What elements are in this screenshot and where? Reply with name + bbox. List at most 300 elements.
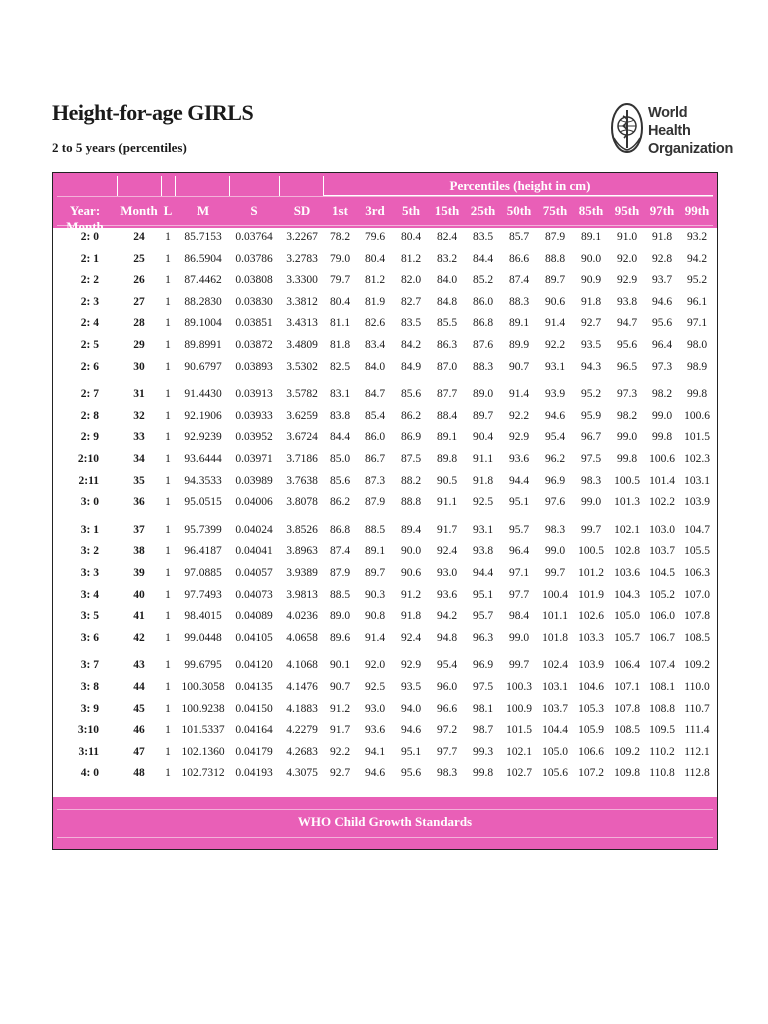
table-cell: 78.2 bbox=[329, 231, 351, 243]
table-cell: 3.8526 bbox=[286, 523, 318, 536]
table-cell: 102.7312 bbox=[181, 767, 225, 780]
table-header bbox=[53, 173, 717, 234]
table-cell: 4.2683 bbox=[286, 745, 318, 758]
table-cell: 88.8 bbox=[544, 252, 566, 265]
table-cell: 86.5904 bbox=[184, 252, 222, 265]
table-row bbox=[53, 567, 717, 587]
table-cell: 107.8 bbox=[614, 702, 640, 715]
table-cell: 3: 0 bbox=[80, 496, 99, 509]
table-cell: 1 bbox=[165, 588, 171, 601]
table-cell: 0.03830 bbox=[235, 295, 273, 308]
table-cell: 38 bbox=[133, 545, 145, 558]
table-cell: 95.2 bbox=[580, 388, 602, 401]
table-cell: 85.6 bbox=[400, 388, 422, 401]
table-cell: 3: 9 bbox=[80, 702, 99, 715]
table-cell: 100.3 bbox=[506, 681, 532, 693]
table-cell: 103.6 bbox=[614, 567, 640, 579]
column-header: 3rd bbox=[365, 203, 385, 218]
table-cell: 83.1 bbox=[329, 388, 351, 401]
table-cell: 97.2 bbox=[436, 724, 458, 737]
table-row bbox=[53, 610, 717, 630]
table-cell: 1 bbox=[165, 295, 171, 308]
table-cell: 85.4 bbox=[364, 409, 386, 422]
table-cell: 3.5302 bbox=[286, 360, 318, 373]
table-cell: 87.4462 bbox=[184, 274, 222, 287]
table-cell: 1 bbox=[165, 745, 171, 758]
table-cell: 93.0 bbox=[364, 702, 386, 715]
table-cell: 88.8 bbox=[400, 496, 422, 509]
table-cell: 90.8 bbox=[364, 610, 386, 623]
table-cell: 47 bbox=[133, 745, 145, 758]
table-cell: 3: 1 bbox=[80, 523, 99, 536]
table-cell: 106.3 bbox=[684, 567, 710, 579]
table-cell: 91.1 bbox=[436, 496, 458, 509]
table-cell: 86.6 bbox=[508, 252, 530, 265]
table-cell: 99.8 bbox=[651, 431, 673, 444]
table-cell: 41 bbox=[133, 610, 145, 623]
table-cell: 0.04105 bbox=[235, 631, 273, 644]
table-cell: 91.4 bbox=[508, 388, 530, 401]
table-cell: 94.3 bbox=[580, 360, 602, 373]
table-cell: 105.6 bbox=[542, 767, 568, 780]
table-cell: 94.2 bbox=[686, 252, 708, 265]
table-cell: 81.2 bbox=[364, 274, 386, 287]
table-cell: 1 bbox=[165, 317, 171, 330]
table-cell: 95.7399 bbox=[184, 523, 222, 536]
table-row bbox=[53, 632, 717, 652]
table-cell: 100.3058 bbox=[181, 681, 225, 693]
table-cell: 84.7 bbox=[364, 388, 386, 401]
table-cell: 91.8 bbox=[651, 231, 673, 243]
table-cell: 82.0 bbox=[400, 274, 422, 287]
table-cell: 83.5 bbox=[472, 231, 494, 243]
table-cell: 109.2 bbox=[684, 659, 710, 672]
table-cell: 98.1 bbox=[472, 702, 494, 715]
table-cell: 85.6 bbox=[329, 474, 351, 487]
table-cell: 95.1 bbox=[472, 588, 494, 601]
table-cell: 99.8 bbox=[686, 388, 708, 401]
table-cell: 1 bbox=[165, 339, 171, 351]
table-cell: 2: 9 bbox=[80, 431, 99, 444]
table-cell: 96.9 bbox=[472, 659, 494, 672]
table-row bbox=[53, 431, 717, 451]
table-cell: 109.5 bbox=[649, 724, 675, 737]
table-cell: 93.0 bbox=[436, 567, 458, 579]
table-cell: 28 bbox=[133, 317, 145, 330]
table-cell: 1 bbox=[165, 545, 171, 558]
table-cell: 0.04150 bbox=[235, 702, 273, 715]
table-cell: 89.1004 bbox=[184, 317, 222, 330]
table-cell: 79.0 bbox=[329, 252, 351, 265]
table-cell: 83.5 bbox=[400, 317, 422, 330]
table-cell: 96.5 bbox=[616, 360, 638, 373]
table-cell: 2: 4 bbox=[80, 317, 99, 330]
table-cell: 92.5 bbox=[364, 681, 386, 693]
table-row bbox=[53, 724, 717, 744]
table-cell: 1 bbox=[165, 724, 171, 737]
table-cell: 0.04073 bbox=[235, 588, 273, 601]
table-cell: 94.3533 bbox=[184, 474, 222, 487]
table-cell: 0.04164 bbox=[235, 724, 273, 737]
table-row bbox=[53, 681, 717, 701]
table-cell: 1 bbox=[165, 567, 171, 579]
table-cell: 91.8 bbox=[472, 474, 494, 487]
table-cell: 3:10 bbox=[77, 724, 99, 737]
table-cell: 99.0 bbox=[616, 431, 638, 444]
percentiles-heading: Percentiles (height in cm) bbox=[449, 178, 591, 193]
table-cell: 99.7 bbox=[580, 523, 602, 536]
table-cell: 81.8 bbox=[329, 339, 351, 351]
table-cell: 87.9 bbox=[544, 231, 566, 243]
table-cell: 106.4 bbox=[614, 659, 640, 672]
table-cell: 85.7 bbox=[508, 231, 530, 243]
table-cell: 4.0236 bbox=[286, 610, 318, 623]
table-cell: 93.9 bbox=[544, 388, 566, 401]
table-row bbox=[53, 703, 717, 723]
table-cell: 0.04024 bbox=[235, 523, 273, 536]
table-cell: 84.0 bbox=[364, 360, 386, 373]
table-cell: 92.9 bbox=[616, 274, 638, 287]
table-cell: 103.3 bbox=[578, 631, 604, 644]
table-cell: 97.1 bbox=[686, 317, 708, 330]
table-cell: 91.0 bbox=[616, 231, 638, 243]
column-header: 15th bbox=[434, 203, 460, 218]
table-cell: 87.3 bbox=[364, 474, 386, 487]
table-cell: 103.1 bbox=[684, 474, 710, 487]
table-cell: 95.6 bbox=[616, 339, 638, 351]
table-cell: 85.7153 bbox=[184, 231, 222, 243]
table-cell: 102.2 bbox=[649, 496, 675, 509]
table-cell: 94.6 bbox=[364, 767, 386, 780]
table-cell: 99.0 bbox=[544, 545, 566, 558]
table-cell: 0.04193 bbox=[235, 767, 273, 780]
table-cell: 96.4 bbox=[508, 545, 530, 558]
table-cell: 1 bbox=[165, 659, 171, 672]
table-cell: 93.2 bbox=[686, 231, 708, 243]
column-header: 97th bbox=[649, 203, 675, 218]
table-cell: 101.5337 bbox=[181, 724, 225, 737]
table-cell: 101.2 bbox=[578, 567, 604, 579]
column-header: SD bbox=[293, 203, 311, 218]
table-cell: 1 bbox=[165, 523, 171, 536]
table-cell: 86.0 bbox=[364, 431, 386, 444]
table-cell: 110.7 bbox=[684, 702, 710, 715]
table-cell: 1 bbox=[165, 252, 171, 265]
table-cell: 99.3 bbox=[472, 745, 494, 758]
table-cell: 97.6 bbox=[544, 496, 566, 509]
table-cell: 104.7 bbox=[684, 523, 710, 536]
table-cell: 0.03786 bbox=[235, 252, 273, 265]
table-cell: 95.1 bbox=[508, 496, 530, 509]
table-cell: 3.2783 bbox=[286, 252, 318, 265]
table-cell: 85.5 bbox=[436, 317, 458, 330]
table-cell: 102.3 bbox=[684, 453, 710, 465]
table-cell: 89.1 bbox=[436, 431, 458, 444]
table-cell: 0.03764 bbox=[235, 231, 273, 243]
table-cell: 3.9389 bbox=[286, 567, 318, 579]
table-cell: 102.7 bbox=[506, 767, 532, 780]
table-cell: 3.7638 bbox=[286, 474, 318, 487]
table-cell: 0.03971 bbox=[235, 453, 273, 465]
table-cell: 86.9 bbox=[400, 431, 422, 444]
table-cell: 96.0 bbox=[436, 681, 458, 693]
table-cell: 95.7 bbox=[508, 523, 530, 536]
table-cell: 97.7 bbox=[436, 745, 458, 758]
table-cell: 90.7 bbox=[329, 681, 351, 693]
table-cell: 29 bbox=[133, 339, 145, 351]
table-cell: 96.7 bbox=[580, 431, 602, 444]
table-cell: 3: 4 bbox=[80, 588, 99, 601]
table-cell: 0.03913 bbox=[235, 388, 273, 401]
table-cell: 3: 8 bbox=[80, 681, 99, 693]
column-header: L bbox=[163, 203, 173, 218]
table-cell: 1 bbox=[165, 431, 171, 444]
table-cell: 102.6 bbox=[578, 610, 604, 623]
table-cell: 0.03893 bbox=[235, 360, 273, 373]
column-header: M bbox=[196, 203, 210, 218]
table-cell: 26 bbox=[133, 274, 145, 287]
table-cell: 3.9813 bbox=[286, 588, 318, 601]
table-row bbox=[53, 496, 717, 516]
table-cell: 43 bbox=[133, 659, 145, 672]
table-cell: 83.4 bbox=[364, 339, 386, 351]
table-cell: 100.4 bbox=[542, 588, 568, 601]
column-header: 1st bbox=[332, 203, 348, 218]
table-cell: 87.9 bbox=[364, 496, 386, 509]
table-cell: 87.4 bbox=[508, 274, 530, 287]
table-cell: 0.03933 bbox=[235, 409, 273, 422]
table-cell: 90.6797 bbox=[184, 360, 222, 373]
table-row bbox=[53, 296, 717, 316]
table-cell: 111.4 bbox=[684, 724, 710, 737]
table-cell: 97.0885 bbox=[184, 567, 222, 579]
table-cell: 98.3 bbox=[580, 474, 602, 487]
table-cell: 1 bbox=[165, 474, 171, 487]
table-cell: 97.3 bbox=[651, 360, 673, 373]
table-cell: 88.2 bbox=[400, 474, 422, 487]
table-cell: 106.6 bbox=[578, 745, 604, 758]
table-cell: 98.4015 bbox=[184, 610, 222, 623]
table-cell: 3.6724 bbox=[286, 431, 318, 444]
table-cell: 4.0658 bbox=[286, 631, 318, 644]
table-cell: 3: 6 bbox=[80, 631, 99, 644]
table-cell: 92.9239 bbox=[184, 431, 222, 444]
table-cell: 89.6 bbox=[329, 631, 351, 644]
table-footer bbox=[53, 797, 717, 849]
table-cell: 3.8078 bbox=[286, 496, 318, 509]
table-cell: 95.0515 bbox=[184, 496, 222, 509]
table-cell: 37 bbox=[133, 523, 145, 536]
table-cell: 3: 5 bbox=[80, 610, 99, 623]
table-cell: 97.1 bbox=[508, 567, 530, 579]
table-cell: 1 bbox=[165, 681, 171, 693]
table-cell: 97.7 bbox=[508, 588, 530, 601]
table-cell: 92.0 bbox=[364, 659, 386, 672]
table-cell: 1 bbox=[165, 409, 171, 422]
table-row bbox=[53, 589, 717, 609]
table-cell: 82.7 bbox=[400, 295, 422, 308]
table-cell: 81.2 bbox=[400, 252, 422, 265]
table-cell: 2: 0 bbox=[80, 231, 99, 243]
table-cell: 0.04089 bbox=[235, 610, 273, 623]
percentile-table bbox=[52, 172, 718, 850]
table-cell: 106.0 bbox=[649, 610, 675, 623]
table-cell: 89.7 bbox=[544, 274, 566, 287]
table-cell: 1 bbox=[165, 360, 171, 373]
table-cell: 34 bbox=[133, 453, 145, 465]
page-title: Height-for-age GIRLS bbox=[52, 100, 254, 125]
table-cell: 3: 7 bbox=[80, 659, 99, 672]
table-cell: 101.4 bbox=[649, 474, 675, 487]
table-cell: 1 bbox=[165, 631, 171, 644]
table-cell: 100.9238 bbox=[181, 702, 225, 715]
table-cell: 87.9 bbox=[329, 567, 351, 579]
table-cell: 79.7 bbox=[329, 274, 351, 287]
table-cell: 107.0 bbox=[684, 588, 710, 601]
table-cell: 91.7 bbox=[436, 523, 458, 536]
table-cell: 103.1 bbox=[542, 681, 568, 693]
table-cell: 87.5 bbox=[400, 453, 422, 465]
table-cell: 32 bbox=[133, 409, 145, 422]
table-cell: 88.5 bbox=[364, 523, 386, 536]
table-cell: 36 bbox=[133, 496, 145, 509]
table-cell: 108.8 bbox=[649, 702, 675, 715]
table-cell: 89.8991 bbox=[184, 339, 222, 351]
column-header: 95th bbox=[614, 203, 640, 218]
table-cell: 98.4 bbox=[508, 610, 530, 623]
table-cell: 102.4 bbox=[542, 659, 568, 672]
table-cell: 84.9 bbox=[400, 360, 422, 373]
table-cell: 31 bbox=[133, 388, 145, 401]
table-cell: 92.5 bbox=[472, 496, 494, 509]
table-cell: 93.1 bbox=[472, 523, 494, 536]
table-row bbox=[53, 317, 717, 337]
column-header: Month bbox=[120, 203, 158, 218]
table-cell: 30 bbox=[133, 360, 145, 373]
table-cell: 105.9 bbox=[578, 724, 604, 737]
table-cell: 98.2 bbox=[616, 409, 638, 422]
table-cell: 105.7 bbox=[614, 631, 640, 644]
table-cell: 95.6 bbox=[651, 317, 673, 330]
table-cell: 4.1476 bbox=[286, 681, 318, 693]
table-cell: 93.1 bbox=[544, 360, 566, 373]
table-cell: 3: 2 bbox=[80, 545, 99, 558]
table-cell: 98.3 bbox=[436, 767, 458, 780]
table-cell: 92.2 bbox=[544, 339, 566, 351]
table-cell: 88.2830 bbox=[184, 295, 222, 308]
table-cell: 88.3 bbox=[472, 360, 494, 373]
column-header: 75th bbox=[542, 203, 568, 218]
table-cell: 4.3075 bbox=[286, 767, 318, 780]
table-cell: 93.6 bbox=[436, 588, 458, 601]
table-cell: 92.4 bbox=[400, 631, 422, 644]
table-cell: 93.5 bbox=[400, 681, 422, 693]
page-subtitle: 2 to 5 years (percentiles) bbox=[52, 140, 187, 155]
table-row bbox=[53, 339, 717, 359]
table-cell: 81.9 bbox=[364, 295, 386, 308]
table-cell: 94.0 bbox=[400, 702, 422, 715]
table-cell: 91.2 bbox=[400, 588, 422, 601]
who-wordmark-line2: Organization bbox=[648, 141, 734, 157]
table-cell: 93.6444 bbox=[184, 453, 222, 465]
table-cell: 90.9 bbox=[580, 274, 602, 287]
table-cell: 87.6 bbox=[472, 339, 494, 351]
table-cell: 82.5 bbox=[329, 360, 351, 373]
table-cell: 40 bbox=[133, 588, 145, 601]
table-cell: 88.3 bbox=[508, 295, 530, 308]
table-cell: 94.6 bbox=[651, 295, 673, 308]
column-header: 85th bbox=[578, 203, 604, 218]
table-cell: 93.8 bbox=[472, 545, 494, 558]
table-cell: 42 bbox=[133, 631, 145, 644]
table-cell: 107.8 bbox=[684, 610, 710, 623]
table-cell: 96.4 bbox=[651, 339, 673, 351]
table-cell: 99.0448 bbox=[184, 631, 222, 644]
table-cell: 95.6 bbox=[400, 767, 422, 780]
table-cell: 89.1 bbox=[508, 317, 530, 330]
table-cell: 92.7 bbox=[580, 317, 602, 330]
table-cell: 103.9 bbox=[684, 496, 710, 509]
column-header: Year: Month bbox=[66, 203, 104, 234]
table-row bbox=[53, 253, 717, 273]
table-cell: 89.0 bbox=[472, 388, 494, 401]
table-cell: 2: 7 bbox=[80, 388, 99, 401]
table-row bbox=[53, 231, 717, 251]
table-cell: 3: 3 bbox=[80, 567, 99, 579]
table-cell: 90.6 bbox=[544, 295, 566, 308]
table-cell: 99.8 bbox=[472, 767, 494, 780]
table-cell: 93.6 bbox=[364, 724, 386, 737]
table-cell: 108.5 bbox=[614, 724, 640, 737]
table-cell: 94.6 bbox=[544, 409, 566, 422]
table-cell: 90.6 bbox=[400, 567, 422, 579]
table-cell: 2: 6 bbox=[80, 360, 99, 373]
table-cell: 44 bbox=[133, 681, 145, 693]
table-cell: 90.7 bbox=[508, 360, 530, 373]
table-cell: 92.8 bbox=[651, 252, 673, 265]
table-cell: 108.5 bbox=[684, 631, 710, 644]
table-cell: 95.4 bbox=[544, 431, 566, 444]
table-cell: 82.6 bbox=[364, 317, 386, 330]
table-cell: 89.4 bbox=[400, 523, 422, 536]
table-cell: 88.4 bbox=[436, 409, 458, 422]
table-cell: 98.0 bbox=[686, 339, 708, 351]
table-cell: 100.6 bbox=[684, 409, 710, 422]
table-cell: 85.0 bbox=[329, 453, 351, 465]
table-cell: 82.4 bbox=[436, 231, 458, 243]
table-cell: 112.8 bbox=[684, 767, 710, 780]
table-cell: 109.8 bbox=[614, 767, 640, 780]
table-cell: 87.0 bbox=[436, 360, 458, 373]
table-cell: 92.9 bbox=[400, 659, 422, 672]
table-cell: 4.1883 bbox=[286, 702, 318, 715]
table-cell: 100.9 bbox=[506, 702, 532, 715]
table-cell: 101.8 bbox=[542, 631, 568, 644]
table-cell: 84.8 bbox=[436, 295, 458, 308]
table-cell: 3.6259 bbox=[286, 409, 318, 422]
table-cell: 25 bbox=[133, 252, 145, 265]
who-emblem-icon bbox=[608, 98, 646, 158]
table-cell: 0.04041 bbox=[235, 545, 273, 558]
table-cell: 2:10 bbox=[77, 453, 99, 465]
table-cell: 91.2 bbox=[329, 702, 351, 715]
table-cell: 3.3812 bbox=[286, 295, 318, 308]
table-cell: 102.1 bbox=[614, 523, 640, 536]
table-cell: 95.1 bbox=[400, 745, 422, 758]
table-cell: 97.7493 bbox=[184, 588, 222, 601]
table-cell: 84.4 bbox=[329, 431, 351, 444]
table-cell: 94.8 bbox=[436, 631, 458, 644]
